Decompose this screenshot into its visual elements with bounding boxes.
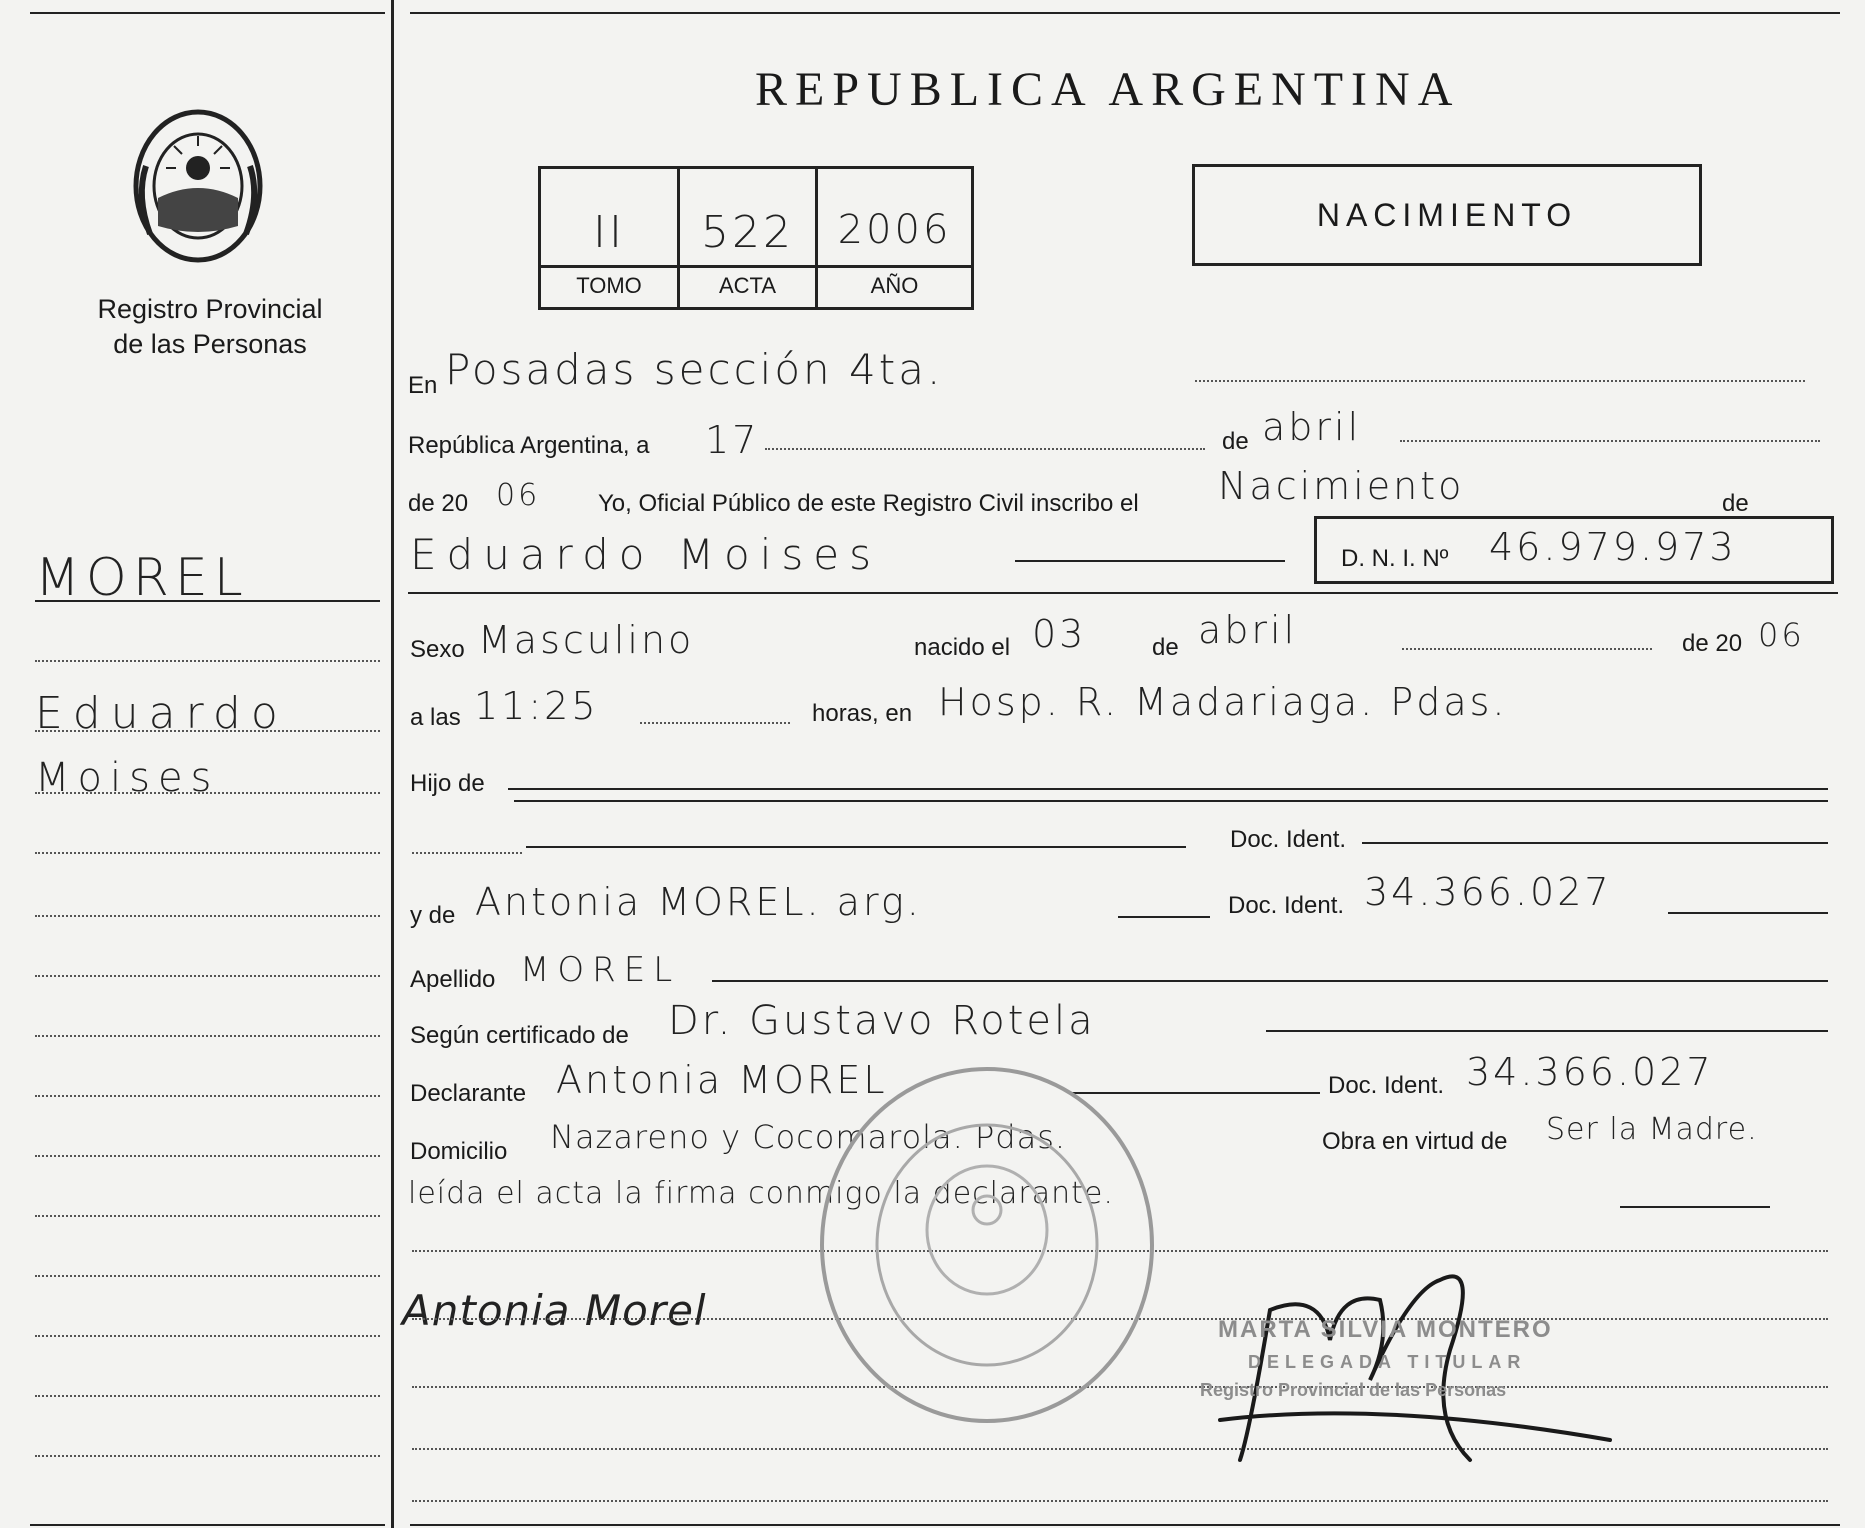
margin-dots-5 [35, 915, 380, 917]
month-dots [1400, 440, 1820, 442]
top-rule-right [410, 12, 1840, 14]
doc-ident-label-3: Doc. Ident. [1328, 1072, 1445, 1099]
note-rule [1620, 1206, 1770, 1208]
margin-dots-3 [35, 792, 380, 794]
father-rule [508, 788, 1828, 790]
doc-ident-label: Doc. Ident. [1230, 826, 1347, 853]
obra-value: Ser la Madre. [1546, 1112, 1758, 1147]
alas-label: a las [410, 704, 461, 731]
margin-dots-1 [35, 660, 380, 662]
horas-label: horas, en [812, 700, 913, 727]
name-rule [1015, 560, 1285, 562]
yde-label: y de [410, 902, 456, 929]
margin-rule-1 [35, 600, 380, 602]
record-type-box [1192, 164, 1702, 266]
de-label: de [1222, 428, 1249, 455]
en-label: En [408, 372, 438, 399]
margin-dots-2 [35, 730, 380, 732]
official-name: MARTA SILVIA MONTERO [1218, 1316, 1553, 1343]
margin-dots-12 [35, 1335, 380, 1337]
day-value: 17 [705, 418, 760, 462]
tomo-value: II [593, 207, 625, 258]
declarante-signature: Antonia Morel [402, 1286, 707, 1335]
official-role: DELEGADA TITULAR [1248, 1352, 1527, 1372]
official-registry: Registro Provincial de las Personas [1200, 1380, 1507, 1400]
apellido-label: Apellido [410, 966, 496, 993]
certificado-rule [1266, 1030, 1828, 1032]
section-rule [408, 592, 1838, 594]
closing-note: leída el acta la firma conmigo la declarante. [408, 1176, 1114, 1211]
declarante-doc: 34.366.027 [1466, 1050, 1714, 1094]
doc-ident-label-2: Doc. Ident. [1228, 892, 1345, 919]
father-doc-rule [1362, 842, 1828, 844]
en-dots [1195, 380, 1805, 382]
birth-year-suffix: 06 [1758, 616, 1805, 654]
birth-day: 03 [1032, 612, 1087, 656]
nacido-label: nacido el [914, 634, 1011, 661]
margin-given-1: Eduardo [35, 688, 288, 739]
place-registry: Posadas sección 4ta. [445, 345, 944, 394]
rep-label: República Argentina, a [408, 432, 650, 459]
margin-given-2: Moises [35, 755, 220, 801]
de-label-3: de [1152, 634, 1179, 661]
month-value: abril [1262, 405, 1362, 449]
de-label-2: de [1722, 490, 1749, 517]
domicilio-value: Nazareno y Cocomarola. Pdas. [550, 1118, 1067, 1156]
column-divider [391, 0, 394, 1528]
father-rule-3 [526, 846, 1186, 848]
margin-dots-10 [35, 1215, 380, 1217]
dni-label: D. N. I. Nº [1341, 545, 1449, 572]
full-name: Eduardo Moises [410, 530, 881, 579]
year-prefix: de 20 [408, 490, 469, 517]
sexo-label: Sexo [410, 636, 465, 663]
bottom-rule-left [30, 1524, 385, 1526]
day-dots [765, 448, 1205, 450]
margin-dots-7 [35, 1035, 380, 1037]
anio-value: 2006 [837, 207, 952, 253]
margin-dots-11 [35, 1275, 380, 1277]
record-type: NACIMIENTO [1316, 197, 1578, 233]
dni-box [1314, 516, 1834, 584]
apellido-rule [712, 980, 1828, 982]
father-rule-2 [514, 800, 1828, 802]
certificado-value: Dr. Gustavo Rotela [668, 998, 1096, 1044]
yo-text: Yo, Oficial Público de este Registro Civil inscribo el [598, 490, 1139, 517]
dni-value: 46.979.973 [1489, 525, 1737, 569]
bottom-rule-right [410, 1524, 1840, 1526]
hijo-label: Hijo de [410, 770, 485, 797]
act-type-value: Nacimiento [1218, 464, 1465, 508]
margin-dots-13 [35, 1395, 380, 1397]
record-number-table [538, 166, 974, 310]
birth-year-prefix: de 20 [1682, 630, 1743, 657]
declarante-value: Antonia MOREL [556, 1058, 888, 1102]
year-suffix: 06 [496, 478, 541, 513]
sexo-value: Masculino [478, 618, 695, 662]
time-dots [640, 722, 790, 724]
mother-rule [1118, 916, 1210, 918]
margin-dots-9 [35, 1155, 380, 1157]
certificado-label: Según certificado de [410, 1022, 629, 1049]
domicilio-label: Domicilio [410, 1138, 508, 1165]
birth-month: abril [1198, 608, 1298, 652]
margin-dots-4 [35, 852, 380, 854]
mother-name: Antonia MOREL. arg. [475, 880, 922, 924]
margin-dots-8 [35, 1095, 380, 1097]
mother-doc: 34.366.027 [1364, 870, 1612, 914]
margin-surname: MOREL [35, 548, 249, 608]
margin-dots-6 [35, 975, 380, 977]
registry-name: Registro Provincial de las Personas [97, 294, 323, 359]
apellido-value: MOREL [520, 950, 681, 990]
father-dots [412, 852, 522, 854]
birth-month-dots [1402, 648, 1652, 650]
acta-label: ACTA [718, 273, 777, 298]
page-title: REPUBLICA ARGENTINA [755, 63, 1461, 116]
anio-label: AÑO [870, 273, 919, 298]
declarante-label: Declarante [410, 1080, 527, 1107]
birth-place: Hosp. R. Madariaga. Pdas. [938, 680, 1508, 724]
tomo-label: TOMO [576, 273, 642, 298]
obra-label: Obra en virtud de [1322, 1128, 1508, 1155]
top-rule-left [30, 12, 385, 14]
acta-value: 522 [701, 207, 794, 258]
time-value: 11:25 [474, 684, 599, 728]
margin-dots-14 [35, 1455, 380, 1457]
mother-doc-rule [1668, 912, 1828, 914]
official-seal-stamp-icon [812, 1060, 1162, 1430]
sig-dots-4 [412, 1500, 1828, 1502]
province-seal-icon [128, 106, 268, 266]
